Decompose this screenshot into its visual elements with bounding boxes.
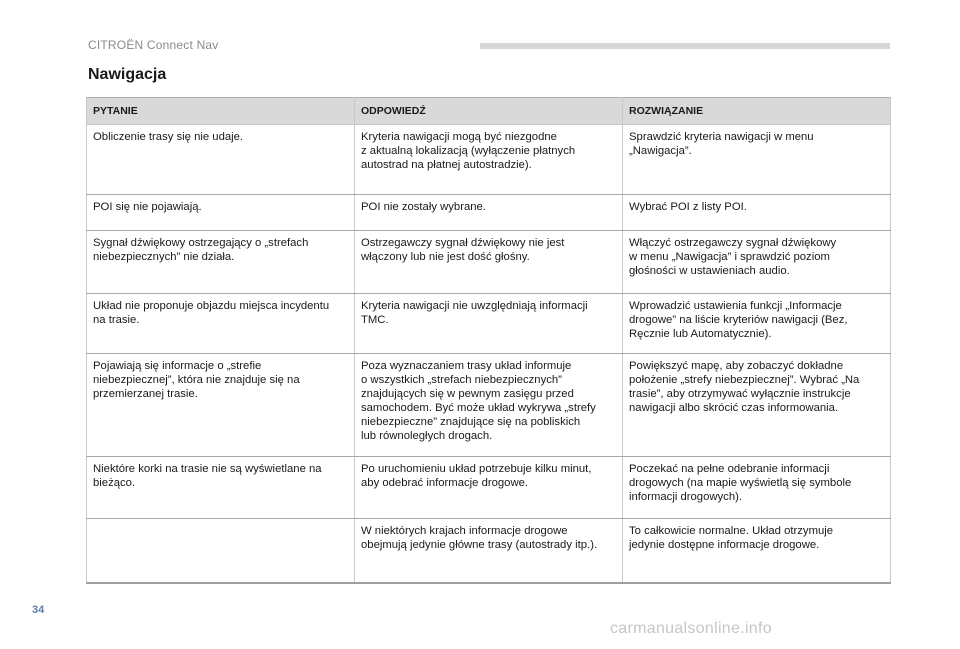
answer-cell: Po uruchomieniu układ potrzebuje kilku minut, aby odebrać informacje drogowe. [355, 457, 623, 519]
question-cell: Układ nie proponuje objazdu miejsca incydentu na trasie. [87, 294, 355, 354]
answer-cell: Kryteria nawigacji mogą być niezgodne z aktualną lokalizacją (wyłączenie płatnych autostrad na płatnej autostradzie). [355, 125, 623, 195]
solution-cell: Sprawdzić kryteria nawigacji w menu „Nawigacja”. [623, 125, 891, 195]
table-row [87, 125, 891, 195]
column-header-question: PYTANIE [87, 98, 355, 125]
table-row [87, 354, 891, 457]
table-row [87, 457, 891, 519]
column-header-answer: ODPOWIEDŹ [355, 98, 623, 125]
solution-cell: Poczekać na pełne odebranie informacji drogowych (na mapie wyświetlą się symbole informacji drogowych). [623, 457, 891, 519]
question-cell: POI się nie pojawiają. [87, 195, 355, 231]
table-header-row [87, 98, 891, 125]
troubleshooting-table [86, 97, 891, 584]
answer-cell: Ostrzegawczy sygnał dźwiękowy nie jest włączony lub nie jest dość głośny. [355, 231, 623, 294]
page-number: 34 [32, 604, 45, 616]
question-cell [87, 519, 355, 583]
question-cell: Obliczenie trasy się nie udaje. [87, 125, 355, 195]
section-title: Nawigacja [88, 66, 167, 83]
solution-cell: Wybrać POI z listy POI. [623, 195, 891, 231]
table-row [87, 519, 891, 583]
question-cell: Niektóre korki na trasie nie są wyświetlane na bieżąco. [87, 457, 355, 519]
column-header-solution: ROZWIĄZANIE [623, 98, 891, 125]
header-title: CITROËN Connect Nav [88, 38, 219, 52]
table-row [87, 231, 891, 294]
table-row [87, 195, 891, 231]
question-cell: Pojawiają się informacje o „strefie niebezpiecznej”, która nie znajduje się na przemierzanej trasie. [87, 354, 355, 457]
answer-cell: Kryteria nawigacji nie uwzględniają informacji TMC. [355, 294, 623, 354]
solution-cell: To całkowicie normalne. Układ otrzymuje jedynie dostępne informacje drogowe. [623, 519, 891, 583]
header-bar [480, 43, 890, 49]
answer-cell: Poza wyznaczaniem trasy układ informuje o wszystkich „strefach niebezpiecznych” znajdujących się w pewnym zasięgu przed samochodem. Być może układ wykrywa „strefy niebezpieczne” znajdujące się na pobliskich lub równoległych drogach. [355, 354, 623, 457]
question-cell: Sygnał dźwiękowy ostrzegający o „strefach niebezpiecznych” nie działa. [87, 231, 355, 294]
answer-cell: W niektórych krajach informacje drogowe obejmują jedynie główne trasy (autostrady itp.). [355, 519, 623, 583]
answer-cell: POI nie zostały wybrane. [355, 195, 623, 231]
solution-cell: Powiększyć mapę, aby zobaczyć dokładne położenie „strefy niebezpiecznej”. Wybrać „Na trasie”, aby otrzymywać wyłącznie instrukcje nawigacji albo skrócić czas informowania. [623, 354, 891, 457]
watermark: carmanualsonline.info [610, 620, 772, 637]
solution-cell: Włączyć ostrzegawczy sygnał dźwiękowy w menu „Nawigacja” i sprawdzić poziom głośności w ustawieniach audio. [623, 231, 891, 294]
table-row [87, 294, 891, 354]
solution-cell: Wprowadzić ustawienia funkcji „Informacje drogowe” na liście kryteriów nawigacji (Bez, Ręcznie lub Automatycznie). [623, 294, 891, 354]
